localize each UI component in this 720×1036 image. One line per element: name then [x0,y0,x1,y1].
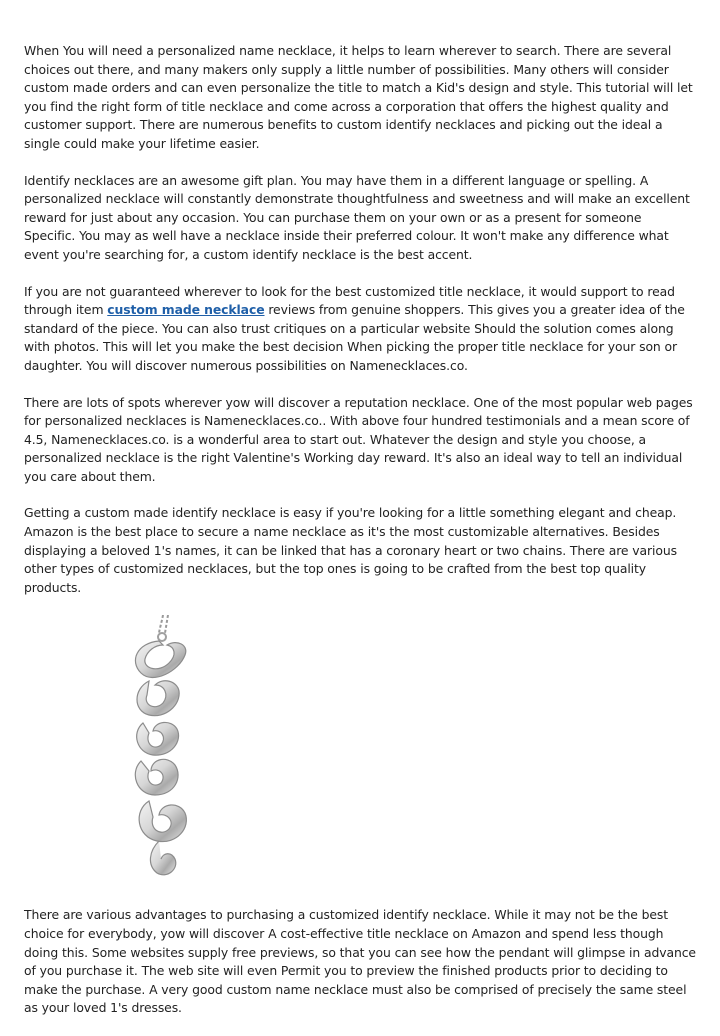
article-body [24,42,696,1036]
paragraph-5: Getting a custom made identify necklace is easy if you're looking for a little something elegant and cheap. Amazon is the best place to secure a name necklace as it's the most customizable alternatives. Besides displaying a beloved 1's names, it can be linked that has a coronary heart or two chains. There are various other types of customized necklaces, but the top ones is going to be crafted from the best top quality products. [24,505,677,595]
paragraph-4: There are lots of spots wherever yow will discover a reputation necklace. One of the most popular web pages for personalized necklaces is Namenecklaces.co.. With above four hundred testimonials and a mean score of 4.5, Namenecklaces.co. is a wonderful area to start out. Whatever the design and style you choose, a personalized necklace is the right Valentine's Working day reward. It's also an ideal way to tell an individual you care about them. [24,394,693,484]
paragraph-3-text-before: If you are not guaranteed wherever to look for the best customized title necklace, it would support to read through item [24,283,675,318]
paragraph-2: Identify necklaces are an awesome gift plan. You may have them in a different language or spelling. A personalized necklace will constantly demonstrate thoughtfulness and sweetness and will make an excellent reward for just about any occasion. You can purchase them on your own or as a present for someone Specific. You may as well have a necklace inside their preferred colour. It won't make any difference what event you're searching for, a custom identify necklace is the best accent. [24,172,690,262]
paragraph-1: When You will need a personalized name necklace, it helps to learn wherever to search. There are several choices out there, and many makers only supply a little number of possibilities. Many others will consider custom made orders and can even personalize the title to match a Kid's design and style. This tutorial will let you find the right form of title necklace and come across a corporation that offers the highest quality and customer support. There are numerous benefits to custom identify necklaces and picking out the ideal a single could make your lifetime easier. [24,43,693,151]
name-necklace-pendant-picture [119,615,209,877]
custom-made-necklace-link[interactable]: custom made necklace [107,302,265,318]
paragraph-3 [24,283,696,376]
necklace-image [24,615,696,880]
paragraph-6: There are various advantages to purchasing a customized identify necklace. While it may not be the best choice for everybody, yow will discover A cost-effective title necklace on Amazon and spend less though doing this. Some websites supply free previews, so that you can see how the pendant will glimpse in advance of you purchase it. The web site will even Permit you to preview the finished products prior to deciding to make the purchase. A very good custom name necklace must also be comprised of precisely the same steel as your loved 1's dresses. [24,907,696,1016]
paragraph-3-text-after: reviews from genuine shoppers. This gives you a greater idea of the standard of the piece. You can also trust critiques on a particular website Should the solution comes along with photos. This will let you make the best decision When picking the proper title necklace for your son or daughter. You will discover numerous possibilities on Namenecklaces.co. [24,302,685,373]
